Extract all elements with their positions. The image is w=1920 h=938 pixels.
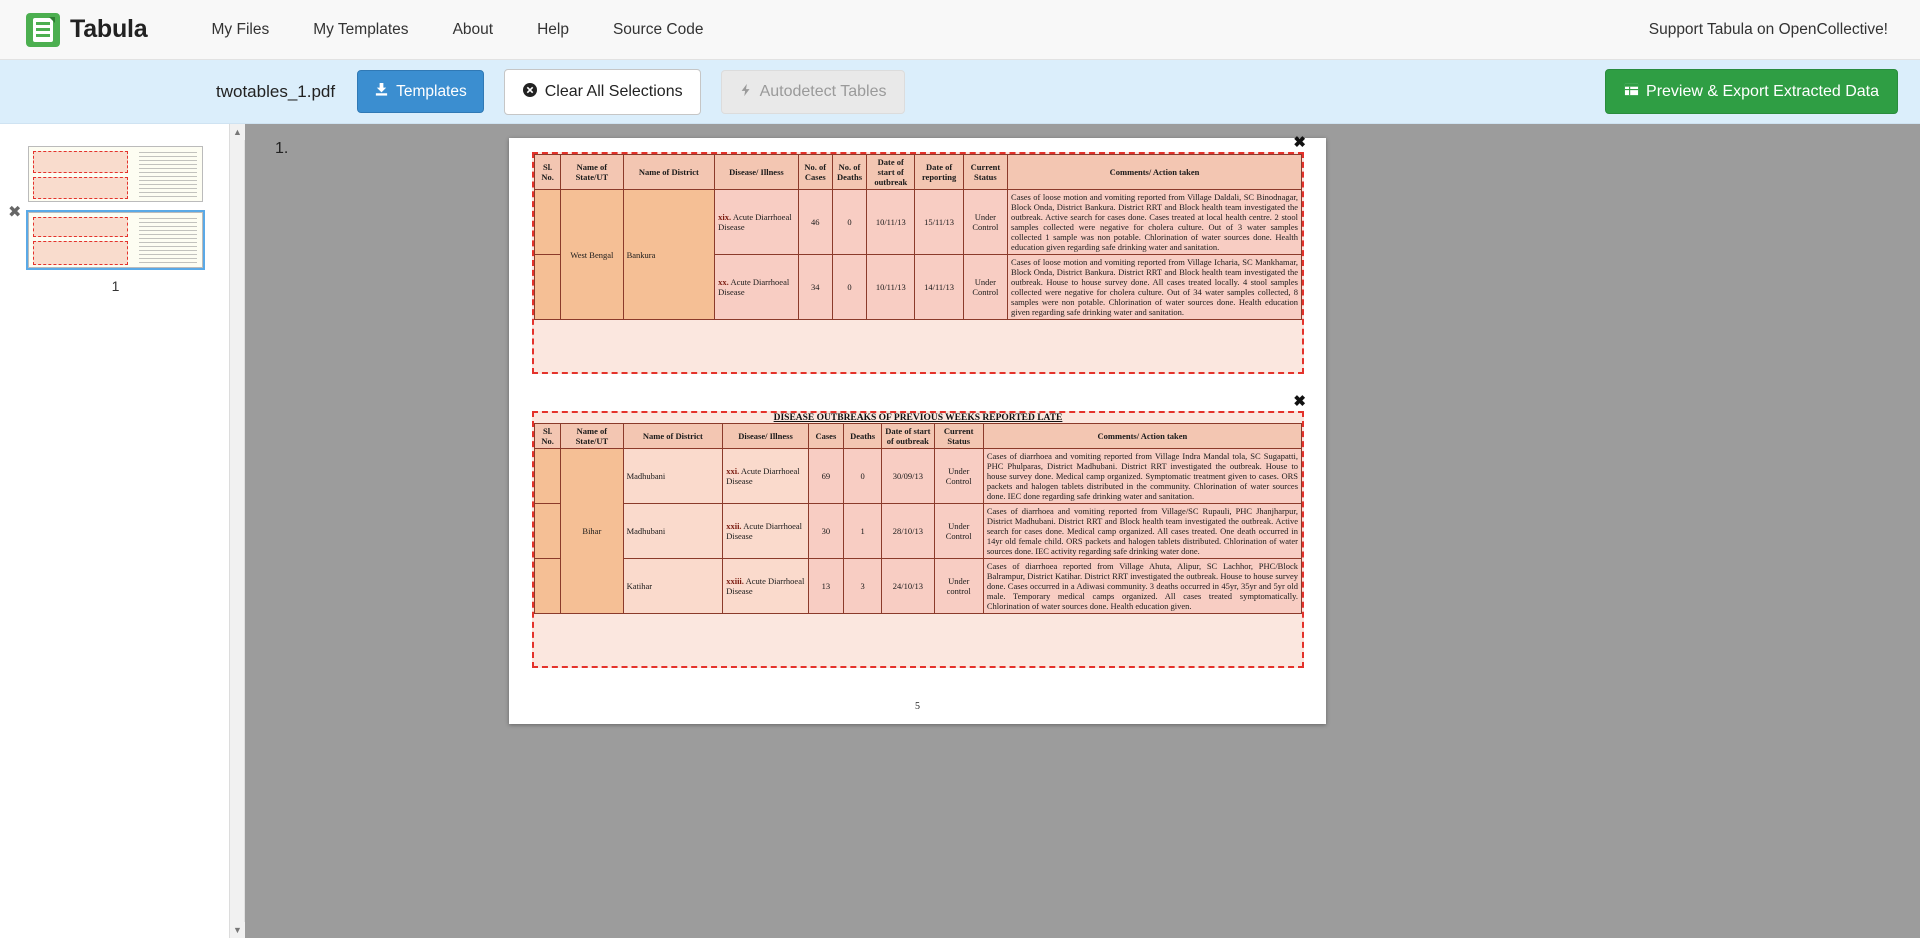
nav-link-my-templates[interactable]: My Templates [313,20,409,38]
disease-name: Acute Diarrhoeal Disease [726,521,802,542]
th-report-date: Date of reporting [915,155,963,190]
disease-number: xxii. [726,521,742,532]
tabula-logo-icon [26,13,60,47]
td-start-date: 30/09/13 [882,449,934,504]
pdf-page[interactable] [509,134,1326,724]
thumbnail-list [28,146,203,294]
disease-name: Acute Diarrhoeal Disease [718,212,792,233]
selection-index-label: 1. [275,140,289,157]
td-deaths: 0 [832,255,866,320]
td-status: Under Control [963,190,1007,255]
td-disease [723,504,809,559]
clear-all-selections-button[interactable] [504,69,701,115]
td-status: Under Control [934,504,983,559]
sidebar-scrollbar[interactable] [229,124,244,938]
th-sl-no: Sl. No. [535,424,561,449]
td-state: Bihar [561,449,623,614]
td-cases: 34 [798,255,832,320]
table-row [535,449,1302,504]
td-sl-no [535,449,561,504]
td-report-date: 14/11/13 [915,255,963,320]
preview-export-button[interactable] [1605,69,1898,114]
table-row [535,559,1302,614]
brand[interactable] [26,13,148,47]
td-start-date: 24/10/13 [882,559,934,614]
td-sl-no [535,504,561,559]
pdf-table-1 [534,154,1302,320]
disease-number: xxiii. [726,576,744,587]
td-start-date: 10/11/13 [867,190,915,255]
table-row [535,504,1302,559]
th-sl-no: Sl. No. [535,155,561,190]
th-district: Name of District [623,424,723,449]
clear-all-selections-label: Clear All Selections [544,82,683,100]
td-deaths: 1 [843,504,881,559]
th-state: Name of State/UT [561,155,623,190]
th-status: Current Status [934,424,983,449]
thumbnail-page-label: 1 [111,278,120,294]
td-start-date: 28/10/13 [882,504,934,559]
preview-export-label: Preview & Export Extracted Data [1646,82,1879,100]
th-district: Name of District [623,155,715,190]
thumbnail-page-1-top[interactable] [28,146,203,202]
close-sidebar-icon[interactable]: ✖ [8,204,22,221]
autodetect-tables-label: Autodetect Tables [759,82,887,100]
th-disease: Disease/ Illness [715,155,799,190]
nav-link-my-files[interactable]: My Files [211,20,270,38]
toolbar [0,60,1920,124]
th-deaths: No. of Deaths [832,155,866,190]
templates-button[interactable] [357,70,484,113]
thumbnail-page-1[interactable] [28,212,203,268]
td-status: Under Control [934,449,983,504]
td-sl-no [535,190,561,255]
pdf-filename: twotables_1.pdf [216,81,336,101]
disease-number: xxi. [726,466,740,477]
td-status: Under control [934,559,983,614]
main-content [0,124,1920,938]
brand-name: Tabula [70,15,148,43]
td-disease [715,255,799,320]
td-sl-no [535,255,561,320]
remove-selection-2-icon[interactable]: ✖ [1293,393,1306,410]
table-row [535,190,1302,255]
th-comments: Comments/ Action taken [983,424,1301,449]
td-cases: 69 [808,449,843,504]
scroll-up-icon[interactable]: ▲ [230,124,245,140]
remove-selection-1-icon[interactable]: ✖ [1293,134,1306,151]
clear-circle-x-icon [522,82,538,102]
td-comments: Cases of loose motion and vomiting reported from Village Icharia, SC Mankhamar, Block Onda, District Bankura. District RRT and Block health team investigated the outbreak. House to house survey done. All cases treated locally. 4 stool samples collected were negative for cholera culture. Out of 34 water samples collected, 8 samples were non potable. Chlorination of water sources done. Health education given regarding safe drinking water and sanitation. [1008,255,1302,320]
td-start-date: 10/11/13 [867,255,915,320]
nav-link-help[interactable]: Help [537,20,569,38]
table-header-row [535,155,1302,190]
td-comments: Cases of diarrhoea and vomiting reported from Village Indra Mandal tola, SC Sugapatti, PHC Phulparas, District Madhubani. District RRT investigated the outbreak. House to house survey done. Medical camp organized. Symptomatic treatment given to cases. ORS packets and halogen tablets distributed in the community. Chlorination of water sources done. IEC done regarding safe drinking water and sanitation. [983,449,1301,504]
nav-link-support-opencollective[interactable]: Support Tabula on OpenCollective! [1648,20,1888,38]
pdf-table-2 [534,423,1302,614]
scroll-down-icon[interactable]: ▼ [230,922,245,938]
td-comments: Cases of diarrhoea and vomiting reported from Village/SC Rupauli, PHC Jhanjharpur, District Madhubani. District RRT and Block health team investigated the outbreak. Active search for cases done. Medical camp organized. All cases treated. One death occurred in 14yr old female child. ORS packets and halogen tablets distributed. Chlorination of water sources done. IEC activity regarding safe drinking water done. [983,504,1301,559]
td-district: Madhubani [623,504,723,559]
td-deaths: 3 [843,559,881,614]
th-state: Name of State/UT [561,424,623,449]
lightning-bolt-icon [739,83,753,101]
table-header-row [535,424,1302,449]
td-deaths: 0 [832,190,866,255]
td-district: Madhubani [623,449,723,504]
td-deaths: 0 [843,449,881,504]
td-district: Bankura [623,190,715,320]
table-export-icon [1624,82,1639,101]
nav-link-about[interactable]: About [452,20,494,38]
td-disease [723,559,809,614]
template-save-icon [374,82,389,101]
td-district: Katihar [623,559,723,614]
disease-number: xx. [718,277,729,288]
th-start-date: Date of start of outbreak [867,155,915,190]
nav-link-source-code[interactable]: Source Code [612,20,704,38]
table-selection-1[interactable] [532,134,1306,374]
pdf-page-number: 5 [915,701,920,712]
th-cases: Cases [808,424,843,449]
page-thumbnail-sidebar [0,124,245,938]
td-report-date: 15/11/13 [915,190,963,255]
td-status: Under Control [963,255,1007,320]
td-cases: 46 [798,190,832,255]
th-deaths: Deaths [843,424,881,449]
td-comments: Cases of loose motion and vomiting reported from Village Daldali, SC Binodnagar, Block Onda, District Bankura. District RRT and Block health team investigated the outbreak. Active search for cases done. Cases treated at local health centre. 2 stool samples collected were negative for cholera culture. Out of 3 water samples collected 1 sample was non potable. Chlorination of water sources done. Health education given regarding safe drinking water and sanitation. [1008,190,1302,255]
th-comments: Comments/ Action taken [1008,155,1302,190]
table-selection-2[interactable] [532,393,1306,668]
disease-name: Acute Diarrhoeal Disease [726,466,800,487]
th-disease: Disease/ Illness [723,424,809,449]
nav-links [190,11,726,49]
th-status: Current Status [963,155,1007,190]
th-start-date: Date of start of outbreak [882,424,934,449]
td-disease [723,449,809,504]
top-navbar [0,0,1920,60]
pdf-table-2-title: DISEASE OUTBREAKS OF PREVIOUS WEEKS REPORTED LATE [773,413,1063,423]
td-sl-no [535,559,561,614]
autodetect-tables-button[interactable] [721,70,905,114]
th-cases: No. of Cases [798,155,832,190]
disease-name: Acute Diarrhoeal Disease [718,277,790,298]
templates-button-label: Templates [396,82,467,100]
disease-name: Acute Diarrhoeal Disease [726,576,805,597]
td-comments: Cases of diarrhoea reported from Village Ahuta, Alipur, SC Lachhor, PHC/Block Balrampur, District Katihar. District RRT investigated the outbreak. House to house survey done. Cases occurred in a Adiwasi community. 3 deaths occurred in 45yr, 35yr and 5yr old male. Temporary medical camps organized. All cases treated symptomatically. Chlorination of water sources done. Health education given. [983,559,1301,614]
td-cases: 13 [808,559,843,614]
td-cases: 30 [808,504,843,559]
td-disease [715,190,799,255]
pdf-viewer [245,124,1920,938]
disease-number: xix. [718,212,732,223]
td-state: West Bengal [561,190,623,320]
